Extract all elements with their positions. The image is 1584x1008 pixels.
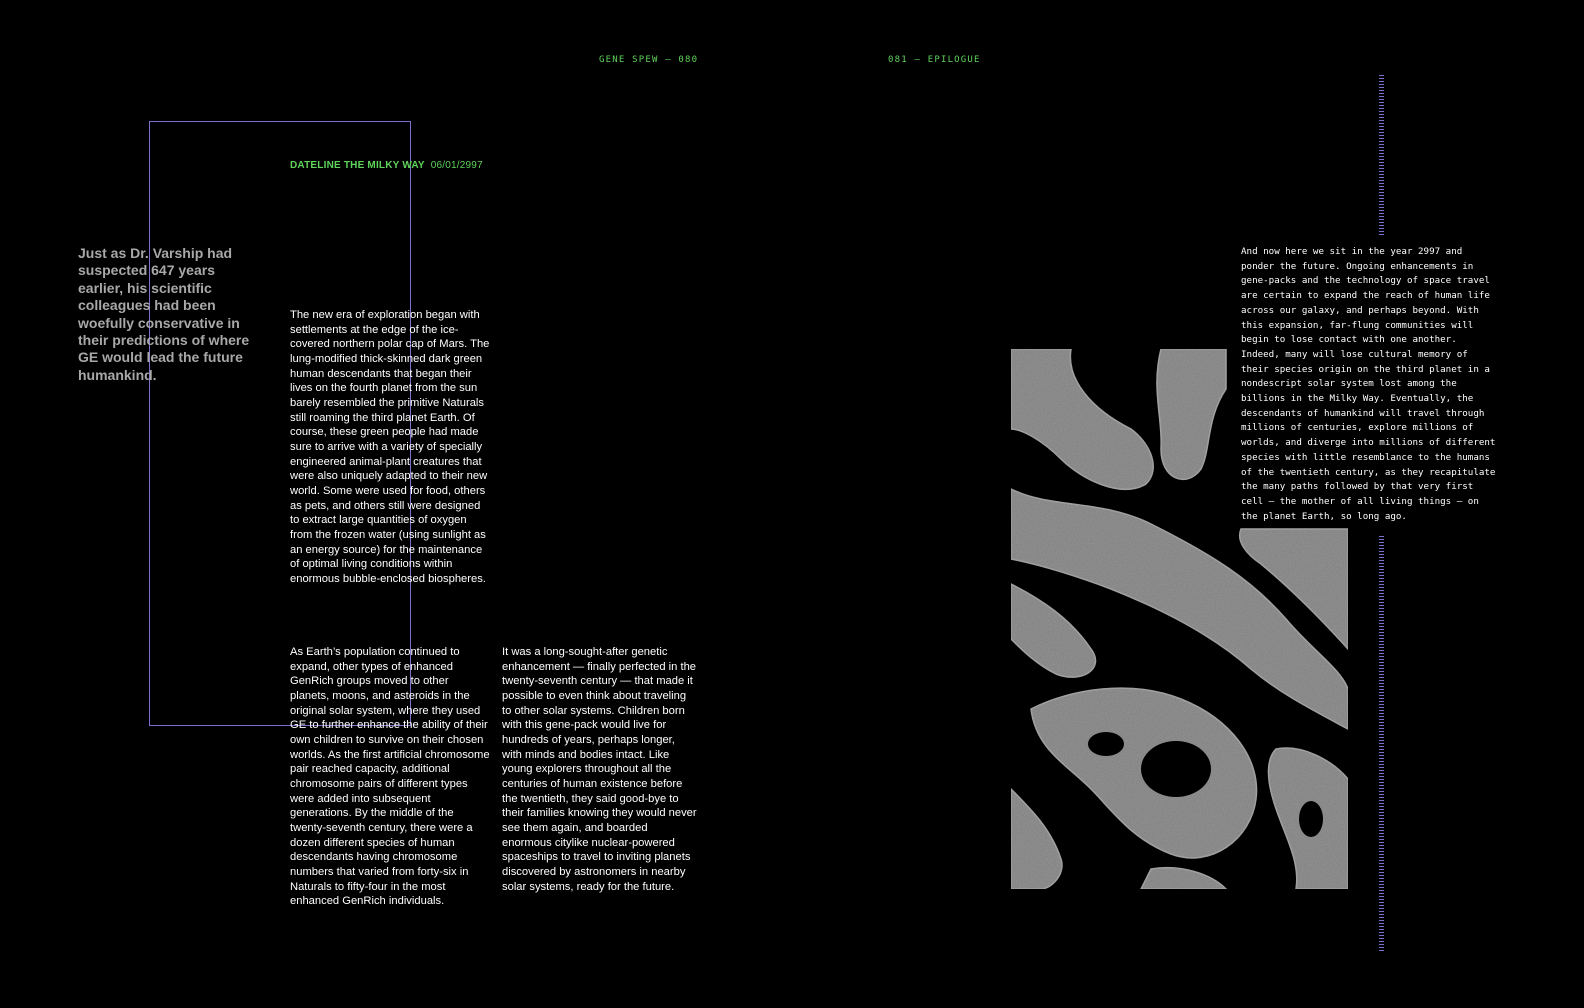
vertical-rule-bottom <box>1379 536 1384 952</box>
dateline-label: DATELINE THE MILKY WAY <box>290 160 425 171</box>
dateline-date: 06/01/2997 <box>430 160 483 171</box>
folio-left: GENE SPEW — 080 <box>599 55 699 65</box>
body-paragraph-1: The new era of exploration began with settlements at the edge of the ice-covered northern polar cap of Mars. The lung-modified thick-skinned dark green human descendants that began their lives on the fourth planet from the sun barely resembled the primitive Naturals still roaming the third planet Earth. Of course, these green people had made sure to arrive with a variety of specially engineered animal-plant creatures that were also uniquely adapted to their new world. Some were used for food, others as pets, and others still were designed to extract large quantities of oxygen from the frozen water (using sunlight as an energy source) for the maintenance of optimal living conditions within enormous bubble-enclosed biospheres. <box>290 309 490 585</box>
body-paragraph-3: It was a long-sought-after genetic enhancement — finally perfected in the twenty-seventh century — that made it possible to even think about traveling to other solar systems. Children born with this gene-pack would live for hundreds of years, perhaps longer, with minds and bodies intact. Like young explorers throughout all the centuries of human existence before the twentieth, they said good-bye to their families knowing they would never see them again, and boarded enormous citylike nuclear-powered spaceships to travel to inviting planets discovered by astronomers in nearby solar systems, ready for the future. <box>502 646 697 893</box>
pull-quote: Just as Dr. Varship had suspected 647 years earlier, his scientific colleagues had been woefully conservative in their predictions of where GE would lead the future humankind. <box>78 245 250 383</box>
epilogue-text: And now here we sit in the year 2997 and ponder the future. Ongoing enhancements in gene-packs and the technology of space travel are certain to expand the reach of human life across our galaxy, and perhaps beyond. With this expansion, far-flung communities will begin to lose contact with one another. Indeed, many will lose cultural memory of their species origin on the third planet in a nondescript solar system lost among the billions in the Milky Way. Eventually, the descendants of humankind will travel through millions of centuries, explore millions of worlds, and diverge into millions of different species with little resemblance to the humans of the twentieth century, as they recapitulate the many paths followed by that very first cell — the mother of all living things — on the planet Earth, so long ago. <box>1241 246 1496 522</box>
vertical-rule-top <box>1379 75 1384 235</box>
body-paragraph-2: As Earth’s population continued to expand, other types of enhanced GenRich groups moved to other planets, moons, and asteroids in the original solar system, where they used GE to further enhance the ability of their own children to survive on their chosen worlds. As the first artificial chromosome pair reached capacity, additional chromosome pairs of different types were added into subsequent generations. By the middle of the twenty-seventh century, there were a dozen different species of human descendants having chromosome numbers that varied from forty-six in Naturals to fifty-four in the most enhanced GenRich individuals. <box>290 646 490 908</box>
dateline <box>290 160 483 171</box>
folio-right: 081 — EPILOGUE <box>888 55 981 65</box>
